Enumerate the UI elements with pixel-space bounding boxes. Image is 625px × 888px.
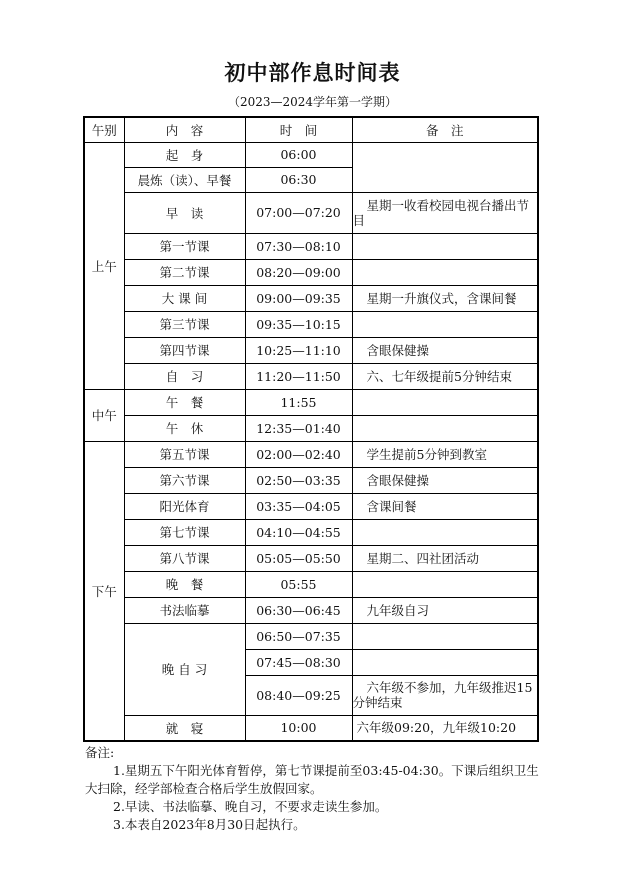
row-time: 06:30—06:45 [245,597,352,623]
table-row [84,337,538,363]
row-time: 09:00—09:35 [245,285,352,311]
row-content: 就 寝 [124,715,245,741]
row-time: 06:50—07:35 [245,623,352,649]
table-row [84,363,538,389]
row-content: 早 读 [124,192,245,233]
row-time: 02:00—02:40 [245,441,352,467]
row-note: 九年级自习 [352,597,538,623]
row-content: 晚 自 习 [124,623,245,715]
table-row [84,233,538,259]
row-note [352,649,538,675]
header-note: 备 注 [352,117,538,142]
row-content: 第一节课 [124,233,245,259]
table-row [84,545,538,571]
period-noon: 中午 [84,389,124,441]
row-content: 第五节课 [124,441,245,467]
table-row [84,715,538,741]
table-row [84,259,538,285]
row-note: 含眼保健操 [352,337,538,363]
row-content: 第三节课 [124,311,245,337]
table-row [84,192,538,233]
row-content: 晨炼（读）、早餐 [124,167,245,192]
row-note: 六、七年级提前5分钟结束 [352,363,538,389]
row-time: 08:40—09:25 [245,675,352,715]
page-subtitle: （2023—2024学年第一学期） [227,95,398,109]
table-row [84,571,538,597]
row-note: 星期一收看校园电视台播出节目 [352,192,538,233]
row-note [352,389,538,415]
row-note [352,142,538,192]
table-row [84,415,538,441]
row-note [352,571,538,597]
table-row [84,493,538,519]
remarks-label: 备注: [85,745,115,760]
table-row [84,623,538,649]
row-time: 05:05—05:50 [245,545,352,571]
remark-item: 1.星期五下午阳光体育暂停，第七节课提前至03:45-04:30。下课后组织卫生大扫除，经学部检查合格后学生放假回家。 [85,763,539,796]
row-time: 09:35—10:15 [245,311,352,337]
table-row [84,597,538,623]
row-note [352,519,538,545]
row-time: 06:30 [245,167,352,192]
row-note [352,623,538,649]
table-row [84,441,538,467]
row-note [352,233,538,259]
row-content: 第八节课 [124,545,245,571]
table-row [84,389,538,415]
row-time: 06:00 [245,142,352,167]
row-time: 10:00 [245,715,352,741]
row-note [352,259,538,285]
row-note: 学生提前5分钟到教室 [352,441,538,467]
row-content: 午 休 [124,415,245,441]
table-row [84,285,538,311]
table-row [84,142,538,167]
table-header-row [84,117,538,142]
row-content: 自 习 [124,363,245,389]
header-content: 内 容 [124,117,245,142]
row-note: 星期一升旗仪式，含课间餐 [352,285,538,311]
row-note: 六年级09:20，九年级10:20 [352,715,538,741]
row-time: 05:55 [245,571,352,597]
header-time: 时 间 [245,117,352,142]
period-morning: 上午 [84,142,124,389]
row-content: 午 餐 [124,389,245,415]
row-content: 晚 餐 [124,571,245,597]
row-content: 书法临摹 [124,597,245,623]
row-content: 阳光体育 [124,493,245,519]
page-title: 初中部作息时间表 [224,61,401,85]
remark-item: 3.本表自2023年8月30日起执行。 [113,817,306,832]
row-time: 03:35—04:05 [245,493,352,519]
remark-item: 2.早读、书法临摹、晚自习，不要求走读生参加。 [113,799,388,814]
row-note [352,415,538,441]
row-content: 第二节课 [124,259,245,285]
remarks [85,744,547,834]
table-row [84,467,538,493]
row-time: 12:35—01:40 [245,415,352,441]
row-note: 星期二、四社团活动 [352,545,538,571]
row-time: 04:10—04:55 [245,519,352,545]
row-content: 起 身 [124,142,245,167]
row-content: 第四节课 [124,337,245,363]
row-note: 六年级不参加，九年级推迟15分钟结束 [352,675,538,715]
row-note [352,311,538,337]
row-time: 02:50—03:35 [245,467,352,493]
row-time: 07:45—08:30 [245,649,352,675]
row-time: 11:20—11:50 [245,363,352,389]
row-content: 第七节课 [124,519,245,545]
row-time: 07:30—08:10 [245,233,352,259]
row-note: 含课间餐 [352,493,538,519]
row-content: 第六节课 [124,467,245,493]
row-note: 含眼保健操 [352,467,538,493]
period-afternoon: 下午 [84,441,124,741]
table-row [84,519,538,545]
row-time: 07:00—07:20 [245,192,352,233]
row-time: 08:20—09:00 [245,259,352,285]
row-time: 11:55 [245,389,352,415]
row-time: 10:25—11:10 [245,337,352,363]
header-period: 午别 [84,117,124,142]
schedule-table [83,116,539,742]
row-content: 大 课 间 [124,285,245,311]
table-row [84,311,538,337]
